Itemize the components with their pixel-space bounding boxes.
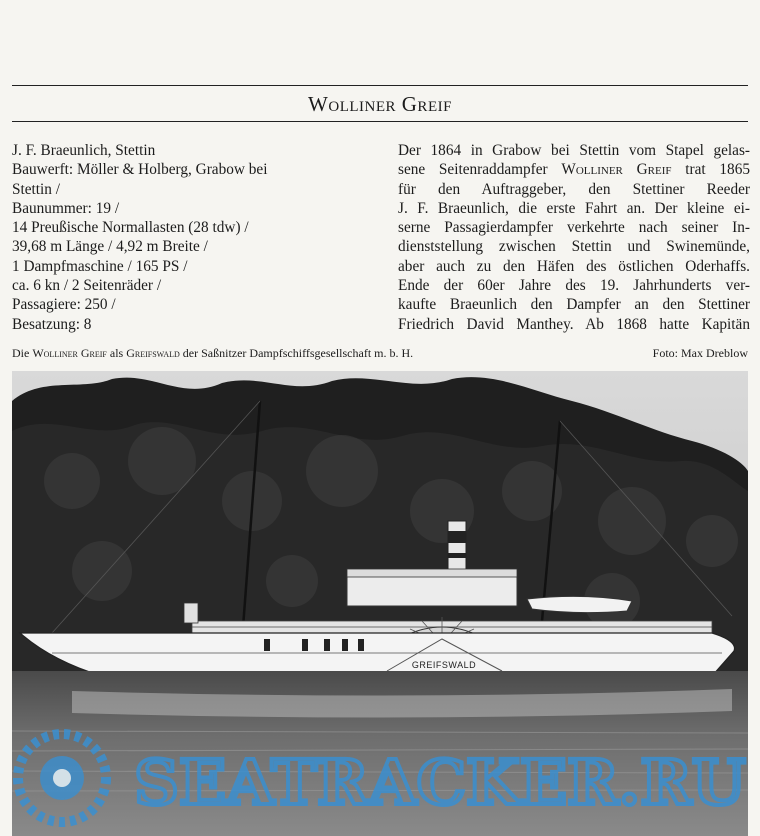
text-line: dienststellung zwischen Stettin und Swinemünde,	[398, 238, 750, 256]
spec-line: 39,68 m Länge / 4,92 m Breite /	[12, 238, 208, 256]
text-line: J. F. Braeunlich, die erste Fahrt an. Der kleine ei-	[398, 199, 750, 217]
spec-line: J. F. Braeunlich, Stettin	[12, 142, 156, 159]
text-fragment: sene Seitenraddampfer	[398, 161, 562, 179]
caption-ship-name-2: Greifswald	[126, 346, 180, 360]
top-rule	[12, 85, 748, 86]
caption-fragment: als	[106, 346, 127, 360]
page-title: Wolliner Greif	[308, 92, 452, 116]
history-text	[398, 141, 750, 334]
hull-name: GREIFSWALD	[411, 660, 477, 670]
spec-line: 1 Dampfmaschine / 165 PS /	[12, 257, 188, 275]
text-line: serne Passagierdampfer verkehrte nach seiner In-	[398, 219, 750, 237]
seatracker-watermark	[0, 716, 760, 836]
spec-line: Passagiere: 250 /	[12, 296, 116, 314]
text-line: Ende der 60er Jahre des 19. Jahrhunderts ver-	[398, 277, 750, 295]
ship-name: Wolliner Greif	[561, 161, 672, 179]
watermark-wheel-icon	[18, 734, 106, 822]
watermark-text: SEATRACKER.RU	[134, 746, 746, 819]
text-line: Friedrich David Manthey. Ab 1868 hatte Kapitän	[398, 315, 750, 333]
photo-caption	[12, 346, 748, 361]
title-rule	[12, 121, 748, 122]
text-line: aber auch zu den Häfen des östlichen Oderhaffs.	[398, 257, 750, 275]
ship-specifications	[12, 141, 352, 334]
caption-fragment: Die	[12, 346, 33, 360]
text-fragment: trat 1865	[671, 161, 750, 179]
text-line: Der 1864 in Grabow bei Stettin vom Stapel gelas-	[398, 142, 750, 159]
text-line: für den Auftraggeber, den Stettiner Reeder	[398, 180, 750, 198]
spec-line: 14 Preußische Normallasten (28 tdw) /	[12, 219, 249, 237]
spec-line: ca. 6 kn / 2 Seitenräder /	[12, 277, 162, 295]
spec-line: Bauwerft: Möller & Holberg, Grabow bei	[12, 161, 268, 179]
spec-line: Stettin /	[12, 180, 61, 198]
text-line	[398, 160, 750, 179]
text-line: kaufte Braeunlich den Dampfer an den Stettiner	[398, 296, 750, 314]
caption-text	[12, 346, 413, 361]
spec-line: Baunummer: 19 /	[12, 199, 120, 217]
spec-line: Besatzung: 8	[12, 315, 92, 333]
photo-credit: Foto: Max Dreblow	[652, 346, 748, 360]
caption-fragment: der Saßnitzer Dampfschiffsgesellschaft m. b. H.	[179, 346, 414, 360]
caption-ship-name: Wolliner Greif	[32, 346, 107, 360]
